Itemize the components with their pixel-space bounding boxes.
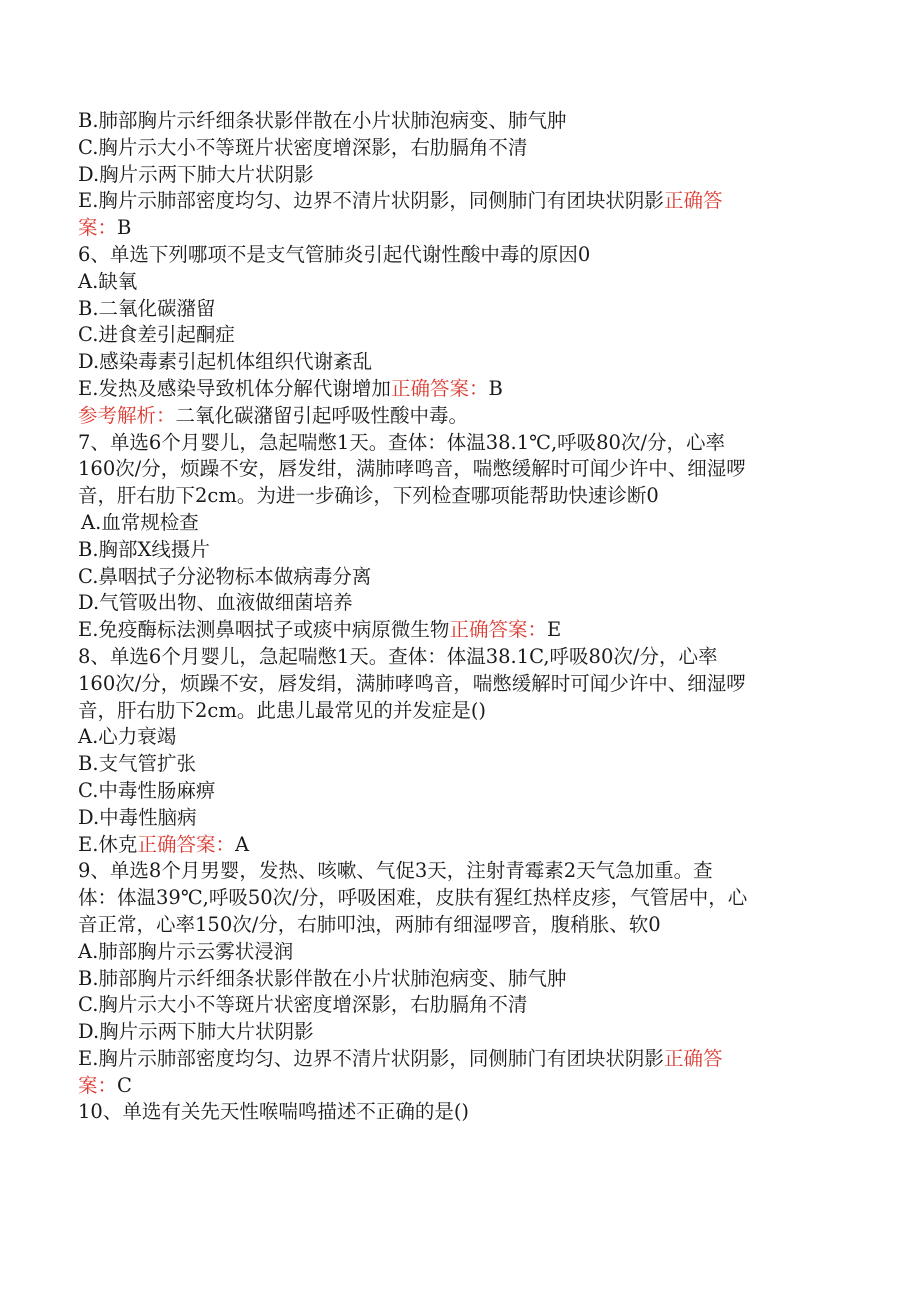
q7-option-a: A.血常规检查 — [81, 510, 199, 534]
q9-answer-label-part2: 案： — [78, 1073, 118, 1097]
q7-answer-label: 正确答案： — [449, 618, 547, 642]
q8-stem-line-3: 音，肝右肋下2cm。此患儿最常见的并发症是() — [78, 698, 487, 722]
q5-option-e-line — [78, 188, 838, 215]
q6-explanation-line — [78, 403, 838, 430]
q8-option-a: A.心力衰竭 — [78, 725, 177, 749]
q6-explanation-text: 二氧化碳潴留引起呼吸性酸中毒。 — [175, 403, 469, 427]
q7-option-d: D.气管吸出物、血液做细菌培养 — [78, 591, 353, 615]
q9-answer-value: C — [117, 1073, 132, 1097]
q8-stem-line-2: 160次/分，烦躁不安，唇发绢，满肺哮鸣音，喘憋缓解时可闻少许中、细湿啰 — [78, 671, 746, 695]
q9-option-a: A.肺部胸片示云雾状浸润 — [78, 939, 294, 963]
q7-option-e: E.免疫酶标法测鼻咽拭子或痰中病原微生物 — [78, 618, 450, 642]
q7-stem-line-2: 160次/分，烦躁不安，唇发绀，满肺哮鸣音，喘憋缓解时可闻少许中、细湿啰 — [78, 457, 746, 481]
q5-option-b: B.肺部胸片示纤细条状影伴散在小片状肺泡病变、肺气肿 — [78, 109, 567, 132]
q8-option-e: E.休克 — [78, 832, 138, 856]
q6-stem: 6、单选下列哪项不是支气管肺炎引起代谢性酸中毒的原因0 — [78, 242, 591, 266]
q9-stem-line-2: 体：体温39℃,呼吸50次/分，呼吸困难，皮肤有猩红热样皮疹，气管居中，心 — [78, 886, 748, 910]
q6-option-c: C.进食差引起酮症 — [78, 323, 235, 347]
q7-option-c: C.鼻咽拭子分泌物标本做病毒分离 — [78, 564, 372, 588]
q9-stem-line-3: 音正常，心率150次/分，右肺叩浊，两肺有细湿啰音，腹稍胀、软0 — [78, 912, 661, 936]
q5-answer-value: B — [117, 216, 132, 240]
q8-option-d: D.中毒性脑病 — [78, 805, 197, 829]
q9-option-c: C.胸片示大小不等斑片状密度增深影，右肋膈角不清 — [78, 993, 528, 1017]
q5-answer-label-part1: 正确答 — [663, 189, 723, 213]
q7-option-b: B.胸部X线摄片 — [78, 537, 210, 561]
q6-option-e: E.发热及感染导致机体分解代谢增加 — [78, 376, 391, 400]
q9-answer-label-part1: 正确答 — [663, 1046, 723, 1070]
q6-option-b: B.二氧化碳潴留 — [78, 296, 216, 320]
q8-answer-label: 正确答案： — [137, 832, 235, 856]
q9-option-b: B.肺部胸片示纤细条状影伴散在小片状肺泡病变、肺气肿 — [78, 966, 567, 990]
q6-option-d: D.感染毒素引起机体组织代谢紊乱 — [78, 350, 373, 374]
q6-explanation-label: 参考解析： — [78, 403, 176, 427]
q10-stem: 10、单选有关先天性喉喘鸣描述不正确的是() — [78, 1100, 470, 1124]
q5-option-e: E.胸片示肺部密度均匀、边界不清片状阴影，同侧肺门有团块状阴影 — [78, 189, 664, 213]
q8-answer-value: A — [234, 832, 250, 856]
q5-answer-label-part2: 案： — [78, 216, 118, 240]
q5-answer-line — [78, 215, 838, 242]
q8-option-b: B.支气管扩张 — [78, 752, 197, 776]
q6-option-a: A.缺氧 — [78, 269, 138, 293]
q9-option-e: E.胸片示肺部密度均匀、边界不清片状阴影，同侧肺门有团块状阴影 — [78, 1046, 664, 1070]
q6-answer-label: 正确答案： — [390, 376, 489, 400]
q5-option-d: D.胸片示两下肺大片状阴影 — [78, 162, 314, 186]
q8-option-e-line — [78, 832, 838, 859]
q5-option-c: C.胸片示大小不等斑片状密度增深影，右肋膈角不清 — [78, 135, 528, 159]
q9-stem-line-1: 9、单选8个月男婴，发热、咳嗽、气促3天，注射青霉素2天气急加重。查 — [78, 859, 713, 883]
q7-stem-line-1: 7、单选6个月婴儿，急起喘憋1天。查体：体温38.1℃,呼吸80次/分，心率 — [78, 430, 726, 454]
q8-stem-line-1: 8、单选6个月婴儿，急起喘憋1天。查体：体温38.1C,呼吸80次/分，心率 — [78, 644, 718, 668]
q7-stem-line-3: 音，肝右肋下2cm。为进一步确诊，下列检查哪项能帮助快速诊断0 — [78, 484, 659, 508]
q6-answer-value: B — [488, 376, 503, 400]
q9-answer-line — [78, 1073, 838, 1100]
q8-option-c: C.中毒性肠麻痹 — [78, 778, 216, 802]
q6-option-e-line — [78, 376, 838, 403]
q9-option-d: D.胸片示两下肺大片状阴影 — [78, 1020, 314, 1044]
q7-answer-value: E — [546, 618, 562, 642]
document-page — [78, 108, 838, 1126]
q9-option-e-line — [78, 1046, 838, 1073]
q7-option-e-line — [78, 617, 838, 644]
